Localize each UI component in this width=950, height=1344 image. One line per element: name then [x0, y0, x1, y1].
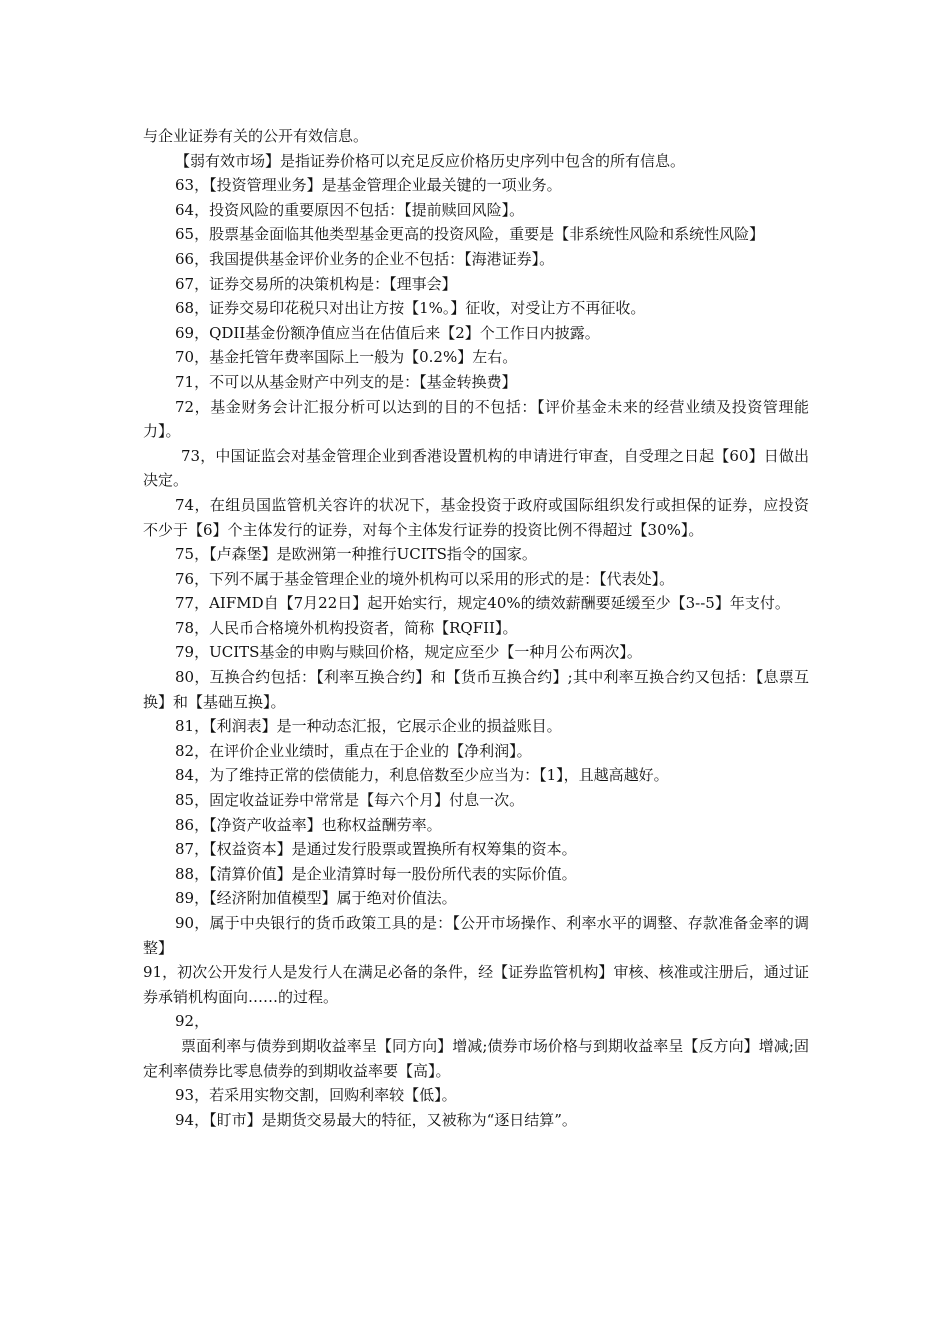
paragraph-13: 74，在组员国监管机关容许的状况下，基金投资于政府或国际组织发行或担保的证券，应投资不少于【6】个主体发行的证券，对每个主体发行证券的投资比例不得超过【30%】。: [143, 495, 809, 539]
paragraph-6: 67，证券交易所的决策机构是：【理事会】: [175, 274, 457, 293]
paragraph-25: 87，【权益资本】是通过发行股票或置换所有权筹集的资本。: [175, 840, 577, 859]
paragraph-18: 79，UCITS基金的申购与赎回价格，规定应至少【一种月公布两次】。: [175, 643, 642, 662]
paragraph-33: 94，【盯市】是期货交易最大的特征，又被称为“逐日结算”。: [175, 1110, 577, 1129]
paragraph-10: 71，不可以从基金财产中列支的是：【基金转换费】: [175, 372, 517, 391]
paragraph-2: 63，【投资管理业务】是基金管理企业最关键的一项业务。: [175, 176, 562, 195]
paragraph-1: 【弱有效市场】是指证券价格可以充足反应价格历史序列中包含的所有信息。: [175, 151, 686, 170]
paragraph-8: 69，QDII基金份额净值应当在估值后来【2】个工作日内披露。: [175, 323, 600, 342]
paragraph-21: 82，在评价企业业绩时，重点在于企业的【净利润】。: [175, 741, 532, 760]
paragraph-15: 76，下列不属于基金管理企业的境外机构可以采用的形式的是：【代表处】。: [175, 569, 675, 588]
paragraph-9: 70，基金托管年费率国际上一般为【0.2%】左右。: [175, 348, 518, 367]
paragraph-29: 91，初次公开发行人是发行人在满足必备的条件，经【证券监管机构】审核、核准或注册后，通过证券承销机构面向……的过程。: [143, 963, 809, 1006]
paragraph-11: 72，基金财务会计汇报分析可以达到的目的不包括：【评价基金未来的经营业绩及投资管理能力】。: [143, 397, 809, 441]
paragraph-32: 93，若采用实物交割，回购利率较【低】。: [175, 1086, 457, 1105]
paragraph-3: 64，投资风险的重要原因不包括：【提前赎回风险】。: [175, 200, 525, 219]
paragraph-7: 68，证券交易印花税只对出让方按【1%。】征收，对受让方不再征收。: [175, 299, 646, 318]
paragraph-16: 77，AIFMD自【7月22日】起开始实行，规定40%的绩效薪酬要延缓至少【3--5】年支付。: [175, 594, 790, 613]
paragraph-26: 88，【清算价值】是企业清算时每一股份所代表的实际价值。: [175, 864, 577, 883]
paragraph-23: 85，固定收益证券中常常是【每六个月】付息一次。: [175, 791, 525, 810]
paragraph-0: 与企业证券有关的公开有效信息。: [143, 127, 369, 145]
paragraph-4: 65，股票基金面临其他类型基金更高的投资风险，重要是【非系统性风险和系统性风险】: [175, 225, 765, 244]
paragraph-14: 75，【卢森堡】是欧洲第一种推行UCITS指令的国家。: [175, 545, 537, 564]
paragraph-12: 73，中国证监会对基金管理企业到香港设置机构的申请进行审查，自受理之日起【60】日做出决定。: [143, 446, 809, 490]
paragraph-31: 票面利率与债券到期收益率呈【同方向】增减;债券市场价格与到期收益率呈【反方向】增减;固定利率债券比零息债券的到期收益率要【高】。: [143, 1036, 809, 1080]
paragraph-24: 86，【净资产收益率】也称权益酬劳率。: [175, 815, 442, 834]
paragraph-30: 92，: [175, 1012, 210, 1031]
paragraph-20: 81，【利润表】是一种动态汇报，它展示企业的损益账目。: [175, 717, 562, 736]
paragraph-22: 84，为了维持正常的偿债能力，利息倍数至少应当为：【1】，且越高越好。: [175, 766, 669, 785]
paragraph-27: 89，【经济附加值模型】属于绝对价值法。: [175, 889, 457, 908]
paragraph-19: 80，互换合约包括：【利率互换合约】和【货币互换合约】;其中利率互换合约又包括：【息票互换】和【基础互换】。: [143, 668, 809, 711]
paragraph-17: 78，人民币合格境外机构投资者，简称【RQFII】。: [175, 618, 518, 637]
paragraph-28: 90，属于中央银行的货币政策工具的是：【公开市场操作、利率水平的调整、存款准备金率的调整】: [143, 914, 809, 957]
paragraph-5: 66，我国提供基金评价业务的企业不包括：【海港证券】。: [175, 249, 555, 268]
document-page: [143, 124, 809, 1132]
